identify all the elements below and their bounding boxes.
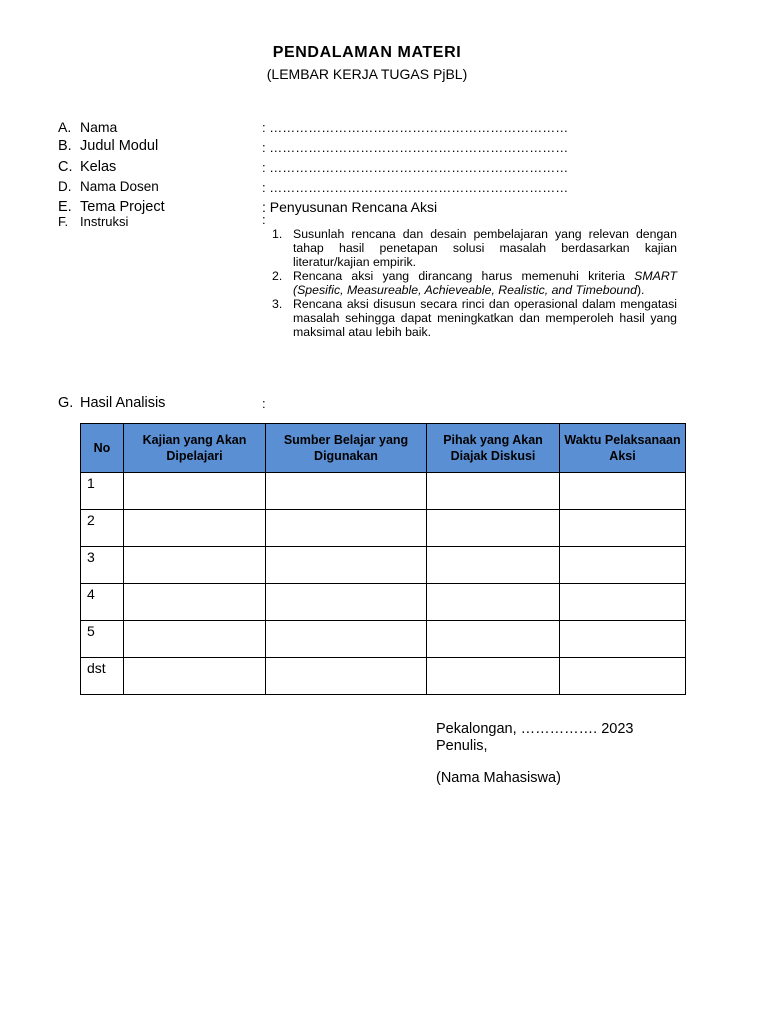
field-judul-modul: [58, 138, 158, 154]
field-nama-value: : ……………………………………………………………: [262, 120, 569, 135]
table-cell: [124, 658, 266, 695]
table-cell: [427, 547, 560, 584]
table-cell: [266, 658, 427, 695]
instruction-number: 1.: [272, 227, 283, 241]
table-cell: [560, 547, 686, 584]
table-header-pihak: Pihak yang Akan Diajak Diskusi: [427, 424, 560, 473]
table-cell: [124, 621, 266, 658]
table-cell: [560, 621, 686, 658]
table-cell: [124, 473, 266, 510]
table-cell-no: 2: [81, 510, 124, 547]
table-cell: [124, 547, 266, 584]
instruction-item: [272, 297, 677, 339]
instruction-text: Susunlah rencana dan desain pembelajaran yang relevan dengan tahap hasil penetapan solusi masalah berdasarkan kajian literatur/kajian empirik.: [293, 227, 677, 269]
field-letter: B.: [58, 138, 72, 154]
field-letter: E.: [58, 199, 72, 215]
table-row: [81, 510, 686, 547]
instructions-list: [272, 227, 677, 339]
table-cell-no: 5: [81, 621, 124, 658]
signature-role: Penulis,: [436, 738, 488, 754]
table-cell: [266, 510, 427, 547]
table-cell: [560, 658, 686, 695]
field-nama: [58, 119, 117, 135]
table-cell-no: 3: [81, 547, 124, 584]
field-label: Kelas: [80, 159, 117, 175]
table-cell-no: 4: [81, 584, 124, 621]
field-label: Nama: [80, 119, 118, 135]
field-judul-modul-value: : ……………………………………………………………: [262, 140, 569, 155]
table-cell: [427, 621, 560, 658]
table-row: [81, 473, 686, 510]
instruction-number: 2.: [272, 269, 283, 283]
table-cell: [266, 473, 427, 510]
table-cell: [560, 510, 686, 547]
table-header-sumber: Sumber Belajar yang Digunakan: [266, 424, 427, 473]
instruction-item: [272, 227, 677, 269]
table-cell: [124, 584, 266, 621]
document-title: PENDALAMAN MATERI: [272, 44, 462, 61]
table-cell: [266, 621, 427, 658]
field-label: Instruksi: [80, 214, 129, 229]
table-cell: [560, 473, 686, 510]
field-label: Tema Project: [80, 199, 165, 215]
table-cell: [427, 658, 560, 695]
table-header-waktu: Waktu Pelaksanaan Aksi: [560, 424, 686, 473]
field-tema-project: [58, 199, 165, 215]
instruction-number: 3.: [272, 297, 283, 311]
table-cell: [266, 584, 427, 621]
field-tema-project-value: : Penyusunan Rencana Aksi: [262, 199, 438, 215]
instruction-text-end: ).: [636, 283, 645, 297]
field-nama-dosen-value: : ……………………………………………………………: [262, 180, 569, 195]
table-row: [81, 658, 686, 695]
document-subtitle: (LEMBAR KERJA TUGAS PjBL): [266, 66, 468, 82]
field-letter: D.: [58, 179, 72, 194]
field-instruksi-value: :: [262, 212, 266, 227]
table-cell: [560, 584, 686, 621]
field-nama-dosen: [58, 179, 159, 194]
signature-place-date: Pekalongan, ……………. 2023: [436, 721, 634, 737]
field-kelas: [58, 159, 116, 175]
field-hasil-analisis-colon: :: [262, 396, 266, 411]
table-cell: [124, 510, 266, 547]
hasil-analisis-table: [80, 423, 686, 695]
table-row: [81, 547, 686, 584]
field-label: Hasil Analisis: [80, 395, 166, 411]
instruction-text-italic: SMART (Spesific, Measureable, Achieveable, Realistic, and Timebound: [293, 269, 677, 297]
field-letter: F.: [58, 214, 69, 229]
field-label: Nama Dosen: [80, 179, 159, 194]
instruction-text: Rencana aksi disusun secara rinci dan operasional dalam mengatasi masalah sehingga dapat meningkatkan dan memperoleh hasil yang maksimal atau lebih baik.: [293, 297, 677, 339]
table-header-kajian: Kajian yang Akan Dipelajari: [124, 424, 266, 473]
field-letter: C.: [58, 159, 73, 175]
field-instruksi: [58, 214, 128, 229]
field-hasil-analisis: [58, 395, 165, 411]
table-cell: [427, 473, 560, 510]
table-cell: [427, 584, 560, 621]
table-cell: [266, 547, 427, 584]
table-header-no: No: [81, 424, 124, 473]
field-kelas-value: : ……………………………………………………………: [262, 160, 569, 175]
table-cell-no: dst: [81, 658, 124, 695]
table-cell: [427, 510, 560, 547]
instruction-item: [272, 269, 677, 297]
field-letter: A.: [58, 119, 72, 135]
signature-name: (Nama Mahasiswa): [436, 770, 561, 786]
table-row: [81, 584, 686, 621]
instruction-text: Rencana aksi yang dirancang harus memenuhi kriteria: [293, 269, 635, 283]
table-header-row: [81, 424, 686, 473]
table-row: [81, 621, 686, 658]
table-cell-no: 1: [81, 473, 124, 510]
field-label: Judul Modul: [80, 138, 159, 154]
field-letter: G.: [58, 395, 74, 411]
